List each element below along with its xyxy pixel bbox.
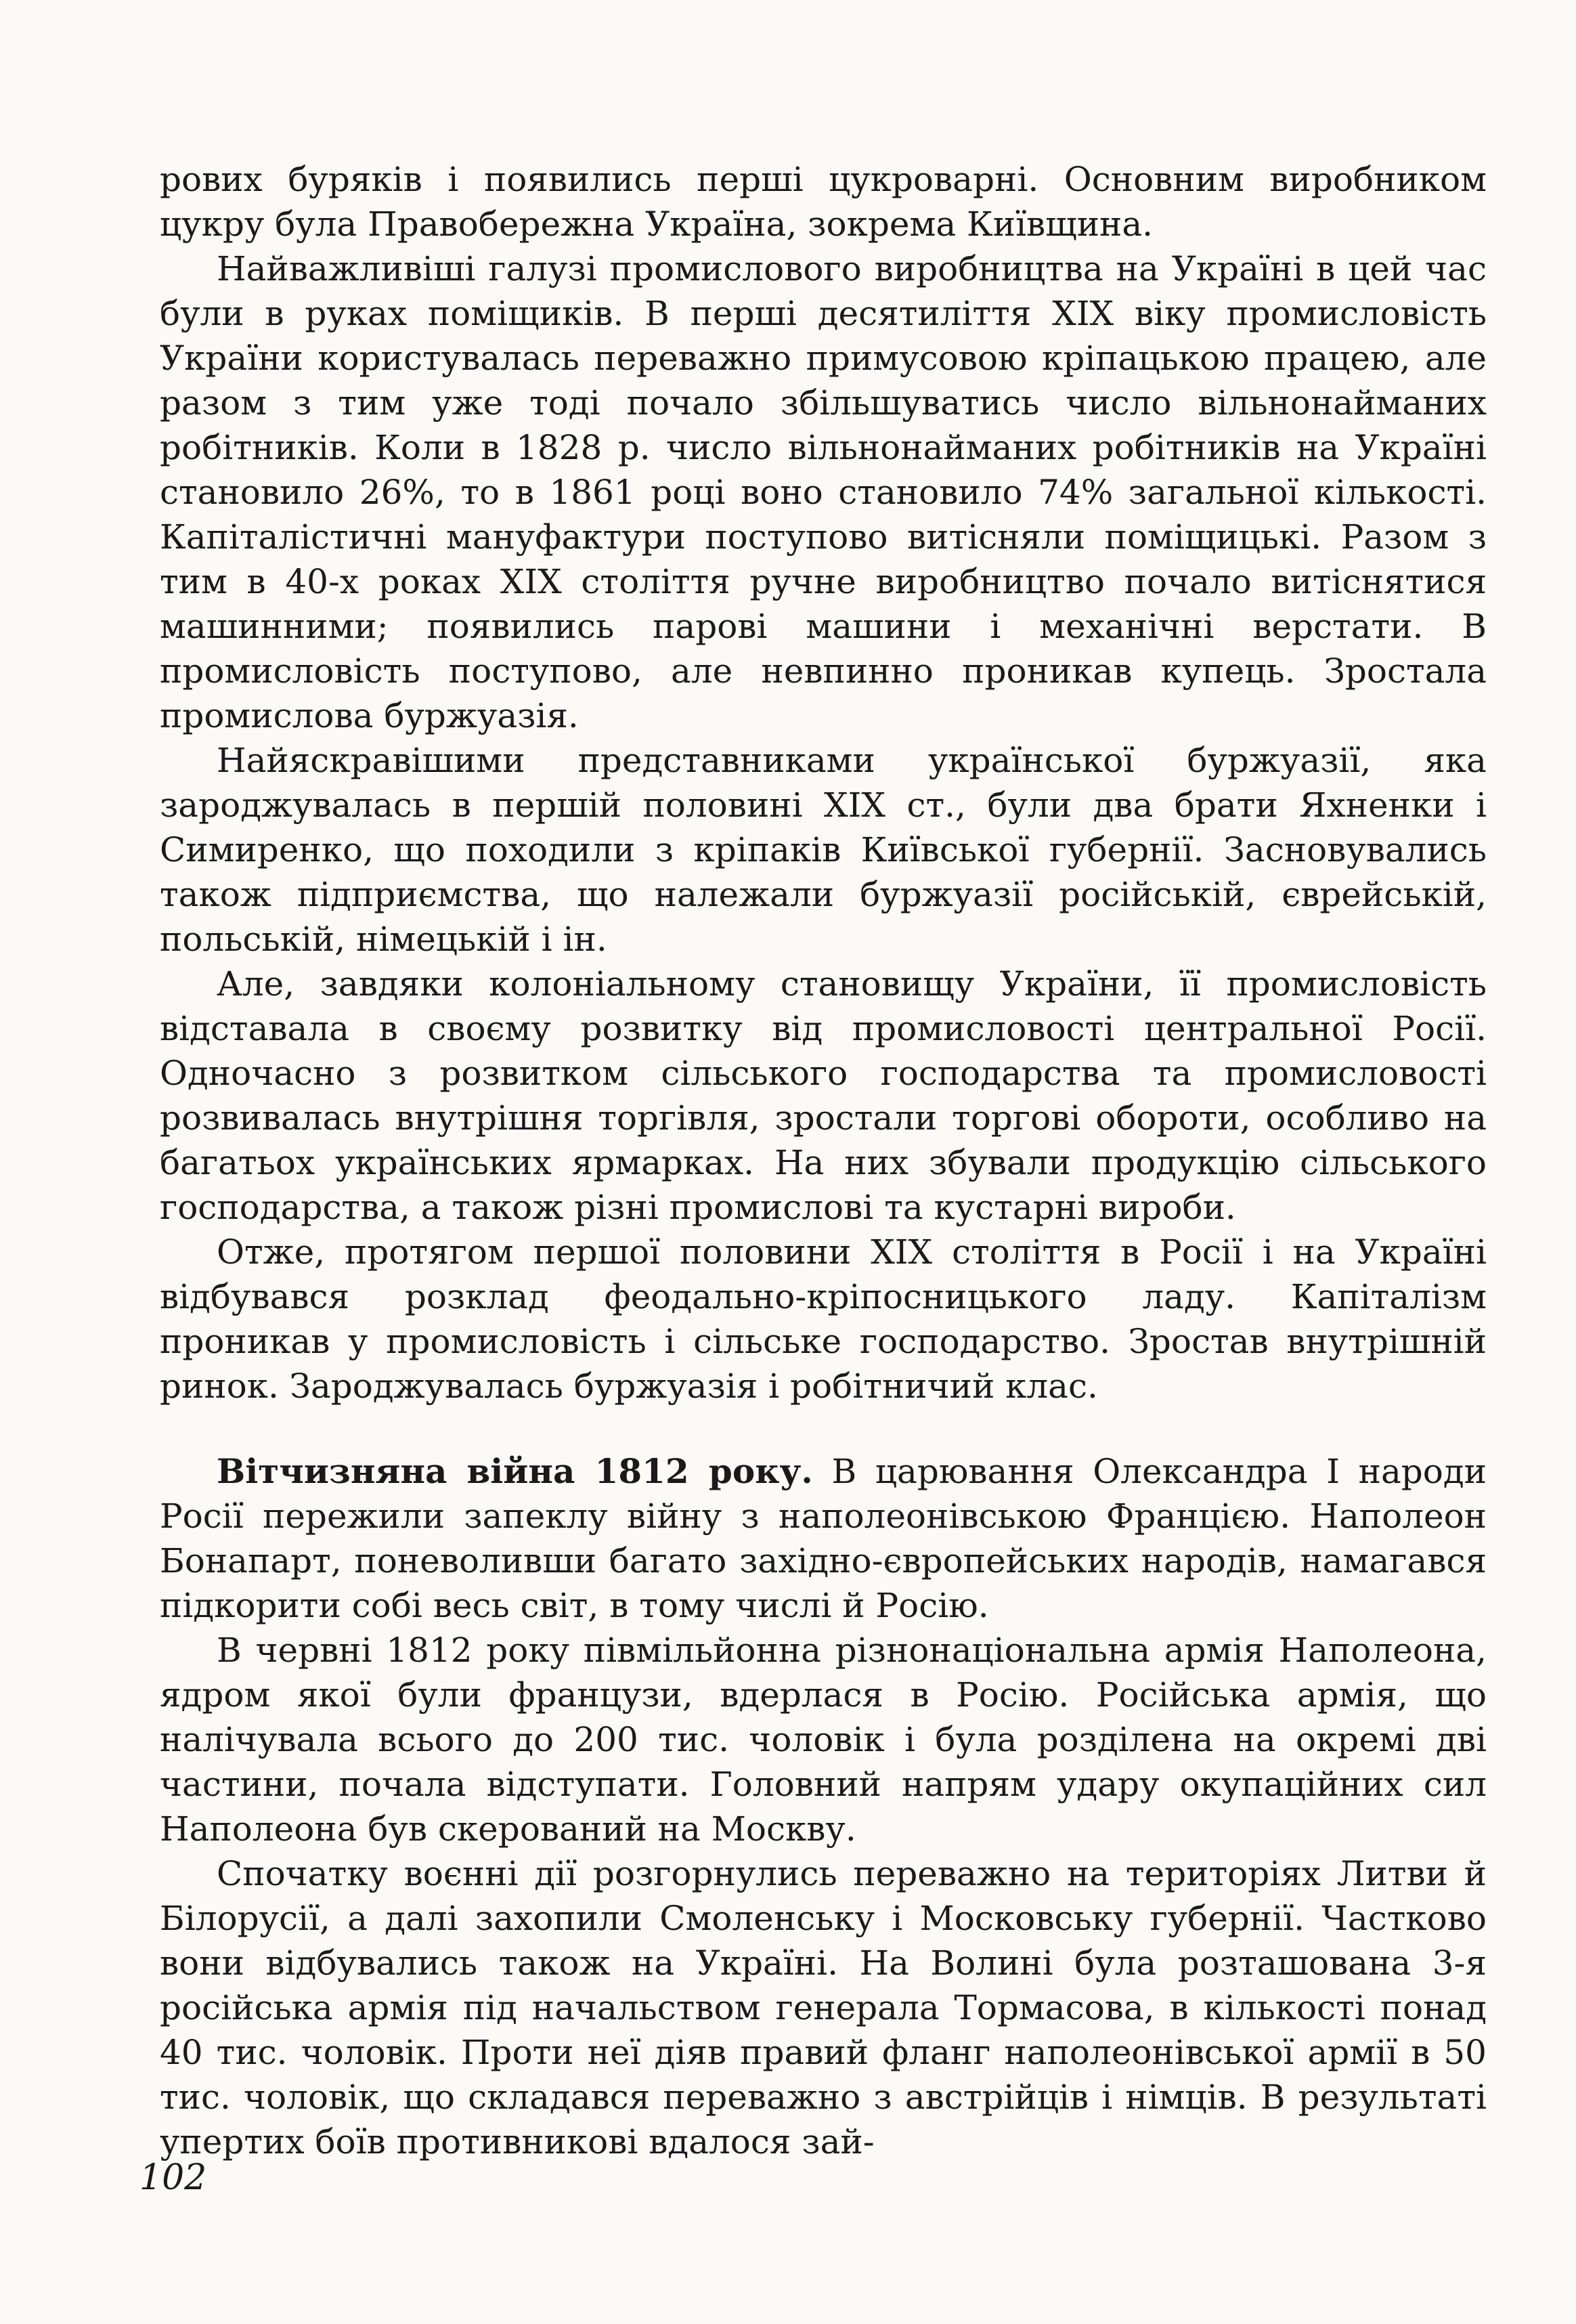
- paragraph: Найважливіші галузі промислового виробництва на Україні в цей час були в руках поміщиків. В перші десятиліття XIX віку промисловість України користувалась переважно примусовою кріпацькою працею, але разом з тим уже тоді почало збільшуватись число вільнонайманих робітників. Коли в 1828 р. число вільнонайманих робітників на Україні становило 26%, то в 1861 році воно становило 74% загальної кількості. Капіталістичні мануфактури поступово витісняли поміщицькі. Разом з тим в 40-х роках XIX століття ручне виробництво почало витіснятися машинними; появились парові машини і механічні верстати. В промисловість поступово, але невпинно проникав купець. Зростала промислова буржуазія.: [160, 249, 1487, 735]
- paragraph: рових буряків і появились перші цукроварні. Основним виробником цукру була Правобережна Україна, зокрема Київщина.: [160, 160, 1487, 244]
- paragraph: Спочатку воєнні дії розгорнулись переважно на територіях Литви й Білорусії, а далі захопили Смоленську і Московську губернії. Частково вони відбувались також на Україні. На Волині була розташована 3-я російська армія під начальством генерала Тормасова, в кількості понад 40 тис. чоловік. Проти неї діяв правий фланг наполеонівської армії в 50 тис. чоловік, що складався переважно з австрійців і німців. В результаті упертих боїв противникові вдалося зай-: [160, 1854, 1487, 2161]
- body-text: [160, 157, 1487, 2164]
- section-heading: Вітчизняна війна 1812 року.: [217, 1451, 813, 1491]
- page-number: 102: [139, 2157, 207, 2198]
- section-spacer: [160, 1408, 1487, 1449]
- paragraph: Але, завдяки колоніальному становищу України, її промисловість відставала в своєму розвитку від промисловості центральної Росії. Одночасно з розвитком сільського господарства та промисловості розвивалась внутрішня торгівля, зростали торгові обороти, особливо на багатьох українських ярмарках. На них збували продукцію сільського господарства, а також різні промислові та кустарні вироби.: [160, 964, 1487, 1227]
- paragraph: Отже, протягом першої половини XIX століття в Росії і на Україні відбувався розклад феодально-кріпосницького ладу. Капіталізм проникав у промисловість і сільське господарство. Зростав внутрішній ринок. Зароджувалась буржуазія і робітничий клас.: [160, 1232, 1487, 1406]
- section-paragraph: [160, 1449, 1487, 1628]
- paragraph: В червні 1812 року півмільйонна різнонаціональна армія Наполеона, ядром якої були французи, вдерлася в Росію. Російська армія, що налічувала всього до 200 тис. чоловік і була розділена на окремі дві частини, почала відступати. Головний напрям удару окупаційних сил Наполеона був скерований на Москву.: [160, 1631, 1487, 1849]
- section-lead-text: В царювання Олександра І народи Росії пережили запеклу війну з наполеонівською Францією. Наполеон Бонапарт, поневоливши багато західно-європейських народів, намагався підкорити собі весь світ, в тому числі й Росію.: [160, 1452, 1487, 1625]
- paragraph: Найяскравішими представниками української буржуазії, яка зароджувалась в першій половині XIX ст., були два брати Яхненки і Симиренко, що походили з кріпаків Київської губернії. Засновувались також підприємства, що належали буржуазії російській, єврейській, польській, німецькій і ін.: [160, 741, 1487, 959]
